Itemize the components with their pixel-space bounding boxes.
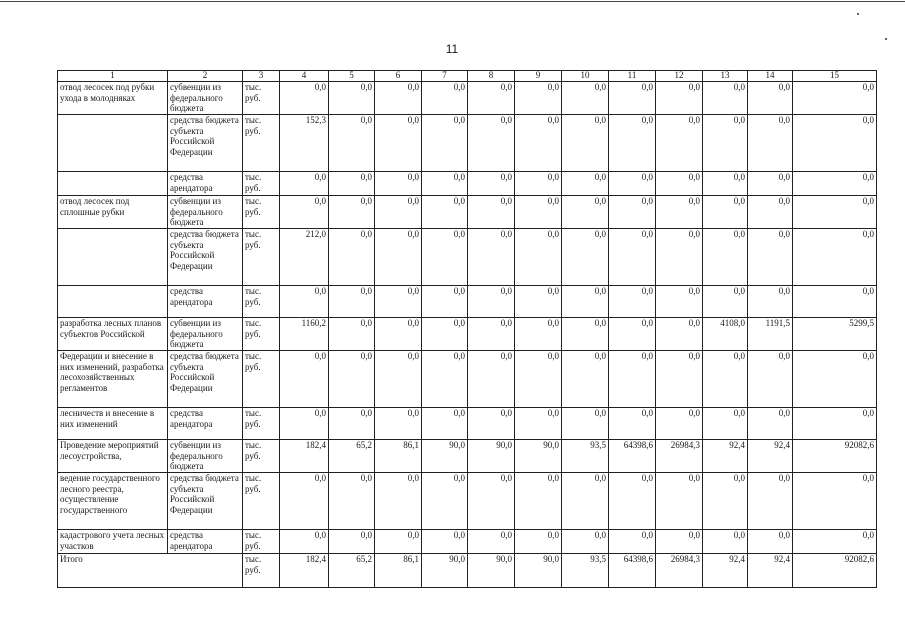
value-cell: 0,0 [329, 229, 375, 286]
unit-cell: тыс. руб. [243, 286, 280, 318]
value-cell: 0,0 [280, 473, 329, 530]
total-label: Итого [58, 554, 243, 588]
value-cell: 0,0 [515, 318, 562, 351]
value-cell: 90,0 [515, 440, 562, 473]
value-cell: 0,0 [375, 473, 422, 530]
value-cell: 0,0 [703, 286, 748, 318]
table-row [58, 408, 877, 440]
value-cell: 26984,3 [656, 440, 703, 473]
funding-source-cell: средства арендатора [168, 408, 243, 440]
value-cell: 0,0 [748, 530, 793, 554]
value-cell: 4108,0 [703, 318, 748, 351]
value-cell: 0,0 [703, 229, 748, 286]
value-cell: 0,0 [375, 351, 422, 408]
funding-source-cell: субвенции из федерального бюджета [168, 82, 243, 115]
value-cell: 0,0 [703, 172, 748, 196]
value-cell: 0,0 [515, 82, 562, 115]
total-value-cell: 93,5 [562, 554, 609, 588]
value-cell: 0,0 [468, 530, 515, 554]
value-cell: 0,0 [562, 530, 609, 554]
column-header: 13 [703, 71, 748, 82]
value-cell: 0,0 [562, 82, 609, 115]
value-cell: 0,0 [468, 286, 515, 318]
header-row [58, 71, 877, 82]
activity-cell [58, 229, 168, 286]
value-cell: 0,0 [329, 82, 375, 115]
column-header: 8 [468, 71, 515, 82]
value-cell: 0,0 [793, 172, 877, 196]
table-row [58, 530, 877, 554]
value-cell: 0,0 [609, 530, 656, 554]
value-cell: 0,0 [609, 172, 656, 196]
value-cell: 0,0 [703, 115, 748, 172]
value-cell: 0,0 [562, 318, 609, 351]
column-header: 11 [609, 71, 656, 82]
table-row [58, 172, 877, 196]
unit-cell: тыс. руб. [243, 229, 280, 286]
value-cell: 0,0 [562, 229, 609, 286]
value-cell: 0,0 [609, 229, 656, 286]
column-header: 2 [168, 71, 243, 82]
value-cell: 1191,5 [748, 318, 793, 351]
total-value-cell: 86,1 [375, 554, 422, 588]
value-cell: 0,0 [515, 473, 562, 530]
value-cell: 0,0 [656, 115, 703, 172]
value-cell: 0,0 [375, 115, 422, 172]
value-cell: 0,0 [609, 286, 656, 318]
activity-cell [58, 172, 168, 196]
value-cell: 0,0 [609, 115, 656, 172]
table-row [58, 318, 877, 351]
column-header: 4 [280, 71, 329, 82]
value-cell: 0,0 [562, 115, 609, 172]
value-cell: 0,0 [329, 530, 375, 554]
column-header: 14 [748, 71, 793, 82]
funding-source-cell: средства арендатора [168, 286, 243, 318]
total-value-cell: 90,0 [515, 554, 562, 588]
column-header: 5 [329, 71, 375, 82]
column-header: 7 [422, 71, 468, 82]
funding-source-cell: средства бюджета субъекта Российской Федерации [168, 115, 243, 172]
value-cell: 0,0 [422, 115, 468, 172]
value-cell: 0,0 [793, 229, 877, 286]
value-cell: 0,0 [656, 229, 703, 286]
value-cell: 0,0 [280, 530, 329, 554]
value-cell: 0,0 [515, 115, 562, 172]
value-cell: 0,0 [656, 473, 703, 530]
funding-source-cell: средства арендатора [168, 530, 243, 554]
table-row [58, 115, 877, 172]
value-cell: 182,4 [280, 440, 329, 473]
value-cell: 92,4 [703, 440, 748, 473]
value-cell: 0,0 [703, 82, 748, 115]
total-value-cell: 65,2 [329, 554, 375, 588]
value-cell: 0,0 [422, 196, 468, 229]
value-cell: 0,0 [562, 351, 609, 408]
value-cell: 0,0 [422, 82, 468, 115]
value-cell: 0,0 [422, 408, 468, 440]
total-value-cell: 92,4 [748, 554, 793, 588]
scan-speck [857, 13, 859, 15]
activity-cell [58, 115, 168, 172]
unit-cell: тыс. руб. [243, 408, 280, 440]
value-cell: 65,2 [329, 440, 375, 473]
value-cell: 92082,6 [793, 440, 877, 473]
value-cell: 0,0 [329, 172, 375, 196]
value-cell: 0,0 [468, 229, 515, 286]
value-cell: 0,0 [468, 115, 515, 172]
value-cell: 152,3 [280, 115, 329, 172]
value-cell: 0,0 [422, 351, 468, 408]
value-cell: 93,5 [562, 440, 609, 473]
value-cell: 0,0 [375, 172, 422, 196]
value-cell: 0,0 [515, 196, 562, 229]
value-cell: 0,0 [703, 473, 748, 530]
scan-speck [885, 38, 887, 40]
value-cell: 0,0 [748, 286, 793, 318]
value-cell: 90,0 [422, 440, 468, 473]
value-cell: 90,0 [468, 440, 515, 473]
unit-cell: тыс. руб. [243, 351, 280, 408]
value-cell: 0,0 [329, 286, 375, 318]
value-cell: 0,0 [375, 286, 422, 318]
value-cell: 0,0 [793, 82, 877, 115]
value-cell: 0,0 [468, 172, 515, 196]
total-value-cell: 92,4 [703, 554, 748, 588]
value-cell: 0,0 [468, 318, 515, 351]
value-cell: 0,0 [515, 172, 562, 196]
total-value-cell: 182,4 [280, 554, 329, 588]
unit-cell: тыс. руб. [243, 196, 280, 229]
value-cell: 0,0 [793, 530, 877, 554]
funding-source-cell: средства бюджета субъекта Российской Федерации [168, 229, 243, 286]
column-header: 10 [562, 71, 609, 82]
table-row [58, 440, 877, 473]
value-cell: 0,0 [329, 408, 375, 440]
value-cell: 0,0 [793, 196, 877, 229]
value-cell: 0,0 [280, 172, 329, 196]
value-cell: 0,0 [329, 196, 375, 229]
total-value-cell: 26984,3 [656, 554, 703, 588]
value-cell: 0,0 [748, 82, 793, 115]
value-cell: 0,0 [656, 286, 703, 318]
activity-cell: отвод лесосек под рубки ухода в молодняках [58, 82, 168, 115]
value-cell: 0,0 [609, 351, 656, 408]
activity-cell: Федерации и внесение в них изменений, разработка лесохозяйственных регламентов [58, 351, 168, 408]
value-cell: 0,0 [329, 473, 375, 530]
funding-source-cell: средства бюджета субъекта Российской Федерации [168, 473, 243, 530]
table-row [58, 196, 877, 229]
value-cell: 0,0 [609, 82, 656, 115]
value-cell: 0,0 [468, 82, 515, 115]
value-cell: 0,0 [515, 408, 562, 440]
activity-cell: лесничеств и внесение в них изменений [58, 408, 168, 440]
value-cell: 0,0 [562, 172, 609, 196]
total-value-cell: 90,0 [468, 554, 515, 588]
value-cell: 0,0 [280, 82, 329, 115]
value-cell: 0,0 [280, 408, 329, 440]
budget-table [57, 70, 877, 588]
total-value-cell: 64398,6 [609, 554, 656, 588]
value-cell: 92,4 [748, 440, 793, 473]
value-cell: 0,0 [422, 318, 468, 351]
table-row [58, 286, 877, 318]
value-cell: 5299,5 [793, 318, 877, 351]
value-cell: 0,0 [280, 286, 329, 318]
value-cell: 0,0 [422, 172, 468, 196]
unit-cell: тыс. руб. [243, 172, 280, 196]
value-cell: 0,0 [793, 286, 877, 318]
value-cell: 0,0 [562, 408, 609, 440]
unit-cell: тыс. руб. [243, 440, 280, 473]
value-cell: 0,0 [703, 196, 748, 229]
column-header: 1 [58, 71, 168, 82]
value-cell: 0,0 [656, 318, 703, 351]
activity-cell: кадастрового учета лесных участков [58, 530, 168, 554]
value-cell: 0,0 [656, 82, 703, 115]
value-cell: 64398,6 [609, 440, 656, 473]
value-cell: 0,0 [562, 286, 609, 318]
value-cell: 0,0 [793, 408, 877, 440]
value-cell: 0,0 [748, 196, 793, 229]
value-cell: 0,0 [562, 473, 609, 530]
unit-cell: тыс. руб. [243, 554, 280, 588]
total-value-cell: 90,0 [422, 554, 468, 588]
value-cell: 0,0 [562, 196, 609, 229]
page-number: 11 [445, 42, 459, 56]
value-cell: 0,0 [515, 229, 562, 286]
value-cell: 0,0 [703, 530, 748, 554]
page-top-edge-line [0, 1, 905, 2]
activity-cell [58, 286, 168, 318]
value-cell: 0,0 [329, 318, 375, 351]
value-cell: 86,1 [375, 440, 422, 473]
value-cell: 0,0 [748, 115, 793, 172]
column-header: 15 [793, 71, 877, 82]
column-header: 6 [375, 71, 422, 82]
value-cell: 0,0 [422, 530, 468, 554]
unit-cell: тыс. руб. [243, 318, 280, 351]
value-cell: 0,0 [793, 351, 877, 408]
value-cell: 0,0 [280, 196, 329, 229]
value-cell: 0,0 [609, 473, 656, 530]
total-row [58, 554, 877, 588]
funding-source-cell: средства арендатора [168, 172, 243, 196]
value-cell: 0,0 [703, 351, 748, 408]
value-cell: 0,0 [468, 351, 515, 408]
activity-cell: разработка лесных планов субъектов Российской [58, 318, 168, 351]
unit-cell: тыс. руб. [243, 115, 280, 172]
value-cell: 0,0 [422, 473, 468, 530]
value-cell: 0,0 [656, 530, 703, 554]
value-cell: 0,0 [748, 229, 793, 286]
value-cell: 0,0 [375, 408, 422, 440]
value-cell: 0,0 [375, 318, 422, 351]
value-cell: 0,0 [703, 408, 748, 440]
activity-cell: Проведение мероприятий лесоустройства, [58, 440, 168, 473]
value-cell: 0,0 [375, 530, 422, 554]
column-header: 9 [515, 71, 562, 82]
value-cell: 0,0 [748, 351, 793, 408]
value-cell: 0,0 [468, 196, 515, 229]
value-cell: 0,0 [656, 196, 703, 229]
value-cell: 0,0 [515, 530, 562, 554]
value-cell: 0,0 [515, 351, 562, 408]
value-cell: 0,0 [422, 229, 468, 286]
table-row [58, 82, 877, 115]
value-cell: 0,0 [375, 196, 422, 229]
value-cell: 0,0 [422, 286, 468, 318]
value-cell: 0,0 [793, 473, 877, 530]
value-cell: 0,0 [748, 408, 793, 440]
value-cell: 0,0 [656, 351, 703, 408]
funding-source-cell: субвенции из федерального бюджета [168, 196, 243, 229]
column-header: 12 [656, 71, 703, 82]
value-cell: 0,0 [656, 172, 703, 196]
table-row [58, 229, 877, 286]
activity-cell: отвод лесосек под сплошные рубки [58, 196, 168, 229]
value-cell: 0,0 [609, 196, 656, 229]
value-cell: 0,0 [468, 473, 515, 530]
funding-source-cell: средства бюджета субъекта Российской Федерации [168, 351, 243, 408]
value-cell: 0,0 [656, 408, 703, 440]
value-cell: 0,0 [375, 82, 422, 115]
unit-cell: тыс. руб. [243, 82, 280, 115]
value-cell: 0,0 [329, 115, 375, 172]
funding-source-cell: субвенции из федерального бюджета [168, 318, 243, 351]
unit-cell: тыс. руб. [243, 473, 280, 530]
activity-cell: ведение государственного лесного реестра, осуществление государственного [58, 473, 168, 530]
value-cell: 0,0 [793, 115, 877, 172]
value-cell: 0,0 [375, 229, 422, 286]
value-cell: 0,0 [280, 351, 329, 408]
value-cell: 0,0 [329, 351, 375, 408]
value-cell: 1160,2 [280, 318, 329, 351]
value-cell: 0,0 [748, 473, 793, 530]
value-cell: 0,0 [609, 408, 656, 440]
value-cell: 212,0 [280, 229, 329, 286]
value-cell: 0,0 [748, 172, 793, 196]
value-cell: 0,0 [468, 408, 515, 440]
value-cell: 0,0 [609, 318, 656, 351]
table-row [58, 351, 877, 408]
table-row [58, 473, 877, 530]
column-header: 3 [243, 71, 280, 82]
total-value-cell: 92082,6 [793, 554, 877, 588]
funding-source-cell: субвенции из федерального бюджета [168, 440, 243, 473]
value-cell: 0,0 [515, 286, 562, 318]
unit-cell: тыс. руб. [243, 530, 280, 554]
